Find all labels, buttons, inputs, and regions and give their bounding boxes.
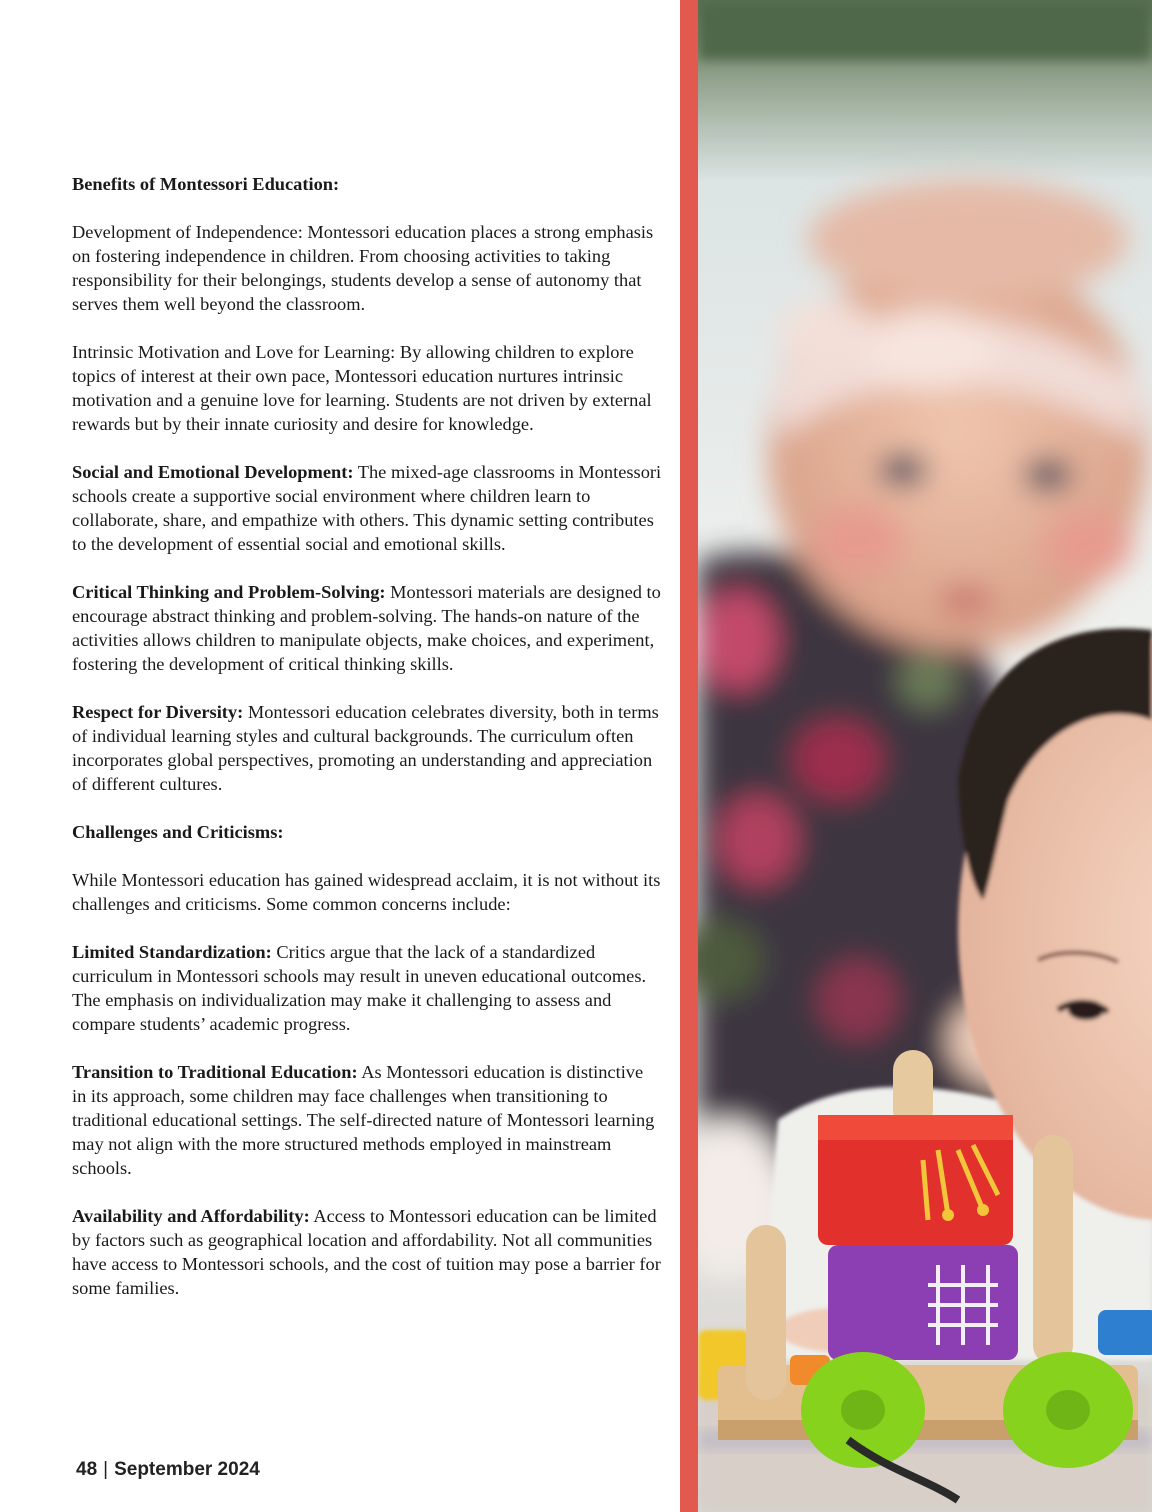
paragraph-critical — [72, 580, 662, 676]
social-label: Social and Emotional Development: — [72, 462, 354, 482]
standardization-text: Critics argue that the lack of a standardized curriculum in Montessori schools may result in uneven educational outcomes. The emphasis on individualization may make it challenging to assess and compare students’ academic progress. — [72, 942, 647, 1034]
footer-separator: | — [103, 1459, 109, 1480]
challenges-heading: Challenges and Criticisms: — [72, 822, 284, 842]
paragraph-availability — [72, 1204, 662, 1300]
photo-babies-with-toy — [698, 0, 1152, 1512]
article-body — [72, 172, 662, 1324]
page-footer — [76, 1459, 260, 1481]
issue-date: September 2024 — [114, 1459, 260, 1480]
critical-text: Montessori materials are designed to encourage abstract thinking and problem-solving. The hands-on nature of the activities allows children to manipulate objects, make choices, and experiment, fostering the development of critical thinking skills. — [72, 582, 661, 674]
paragraph-motivation: Intrinsic Motivation and Love for Learning: By allowing children to explore topics of interest at their own pace, Montessori education nurtures intrinsic motivation and a genuine love for learning. Students are not driven by external rewards but by their innate curiosity and desire for knowledge. — [72, 342, 652, 434]
paragraph-social — [72, 460, 662, 556]
benefits-heading: Benefits of Montessori Education: — [72, 174, 340, 194]
availability-label: Availability and Affordability: — [72, 1206, 310, 1226]
paragraph-diversity — [72, 700, 662, 796]
standardization-label: Limited Standardization: — [72, 942, 272, 962]
paragraph-standardization — [72, 940, 662, 1036]
diversity-text: Montessori education celebrates diversity, both in terms of individual learning styles and cultural backgrounds. The curriculum often incorporates global perspectives, promoting an understanding and appreciation of different cultures. — [72, 702, 659, 794]
paragraph-independence: Development of Independence: Montessori education places a strong emphasis on fostering independence in children. From choosing activities to taking responsibility for their belongings, students develop a sense of autonomy that serves them well beyond the classroom. — [72, 222, 654, 314]
transition-text: As Montessori education is distinctive in its approach, some children may face challenges when transitioning to traditional educational settings. The self-directed nature of Montessori learning may not align with the more structured methods employed in mainstream schools. — [72, 1062, 655, 1178]
availability-text: Access to Montessori education can be limited by factors such as geographical location and affordability. Not all communities have access to Montessori schools, and the cost of tuition may pose a barrier for some families. — [72, 1206, 661, 1298]
transition-label: Transition to Traditional Education: — [72, 1062, 358, 1082]
social-text: The mixed-age classrooms in Montessori schools create a supportive social environment where children learn to collaborate, share, and empathize with others. This dynamic setting contributes to the development of essential social and emotional skills. — [72, 462, 662, 554]
accent-bar — [680, 0, 698, 1512]
critical-label: Critical Thinking and Problem-Solving: — [72, 582, 386, 602]
page-number: 48 — [76, 1459, 98, 1480]
diversity-label: Respect for Diversity: — [72, 702, 244, 722]
paragraph-transition — [72, 1060, 662, 1180]
paragraph-challenges-intro: While Montessori education has gained widespread acclaim, it is not without its challenges and criticisms. Some common concerns include: — [72, 870, 661, 914]
